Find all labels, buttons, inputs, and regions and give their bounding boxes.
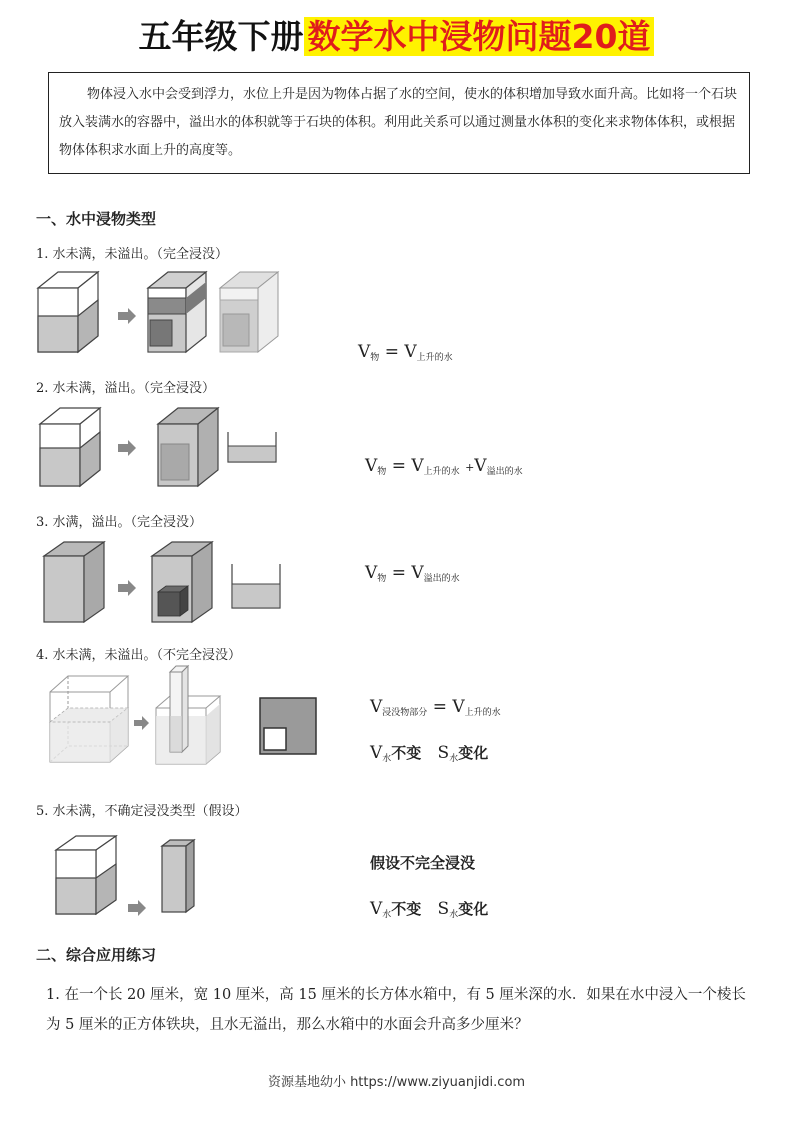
diagram-1 <box>30 270 290 360</box>
title-part2-highlighted: 数学水中浸物问题20道 <box>304 17 655 56</box>
section1-heading: 一、水中浸物类型 <box>36 210 157 228</box>
problem-1: 1. 在一个长 20 厘米，宽 10 厘米，高 15 厘米的长方体水箱中，有 5 厘米深的水．如果在水中浸入一个棱长为 5 厘米的正方体铁块，且水无溢出，那么水箱中的水面会升高多少厘米？ <box>46 987 746 1033</box>
diagram-4 <box>46 664 336 774</box>
page-title <box>0 14 793 60</box>
formula-5b: $V_水$不变 $S_水$变化 <box>370 899 489 920</box>
formula-2: $V_物 = V_{上升的水} +V_{溢出的水}$ <box>365 456 523 477</box>
diagram-5 <box>46 830 246 920</box>
formula-4a: $V_{浸没物部分} = V_{上升的水}$ <box>370 697 501 718</box>
item-2-label: 2. 水未满，溢出。（完全浸没） <box>36 381 216 396</box>
formula-5a: 假设不完全浸没 <box>370 854 476 872</box>
diagram-2 <box>30 404 290 494</box>
item-4-label: 4. 水未满，未溢出。（不完全浸没） <box>36 648 242 663</box>
item-5-label: 5. 水未满，不确定浸没类型（假设） <box>36 804 248 819</box>
title-part1: 五年级下册 <box>138 17 304 56</box>
formula-4b: $V_水$不变 $S_水$变化 <box>370 743 489 764</box>
intro-text: 物体浸入水中会受到浮力，水位上升是因为物体占据了水的空间，使水的体积增加导致水面升高。比如将一个石块放入装满水的容器中，溢出水的体积就等于石块的体积。利用此关系可以通过测量水体积的变化来求物体体积，或根据物体体积求水面上升的高度等。 <box>59 87 738 158</box>
formula-1: $V_物 = V_{上升的水}$ <box>358 342 453 363</box>
diagram-3 <box>34 538 294 628</box>
footer-watermark: 资源基地幼小 https://www.ziyuanjidi.com <box>267 1075 526 1090</box>
item-1-label: 1. 水未满，未溢出。（完全浸没） <box>36 247 229 262</box>
section2-heading: 二、综合应用练习 <box>36 946 157 964</box>
intro-box <box>48 72 750 174</box>
item-3-label: 3. 水满，溢出。（完全浸没） <box>36 515 203 530</box>
formula-3: $V_物 = V_{溢出的水}$ <box>365 563 460 584</box>
